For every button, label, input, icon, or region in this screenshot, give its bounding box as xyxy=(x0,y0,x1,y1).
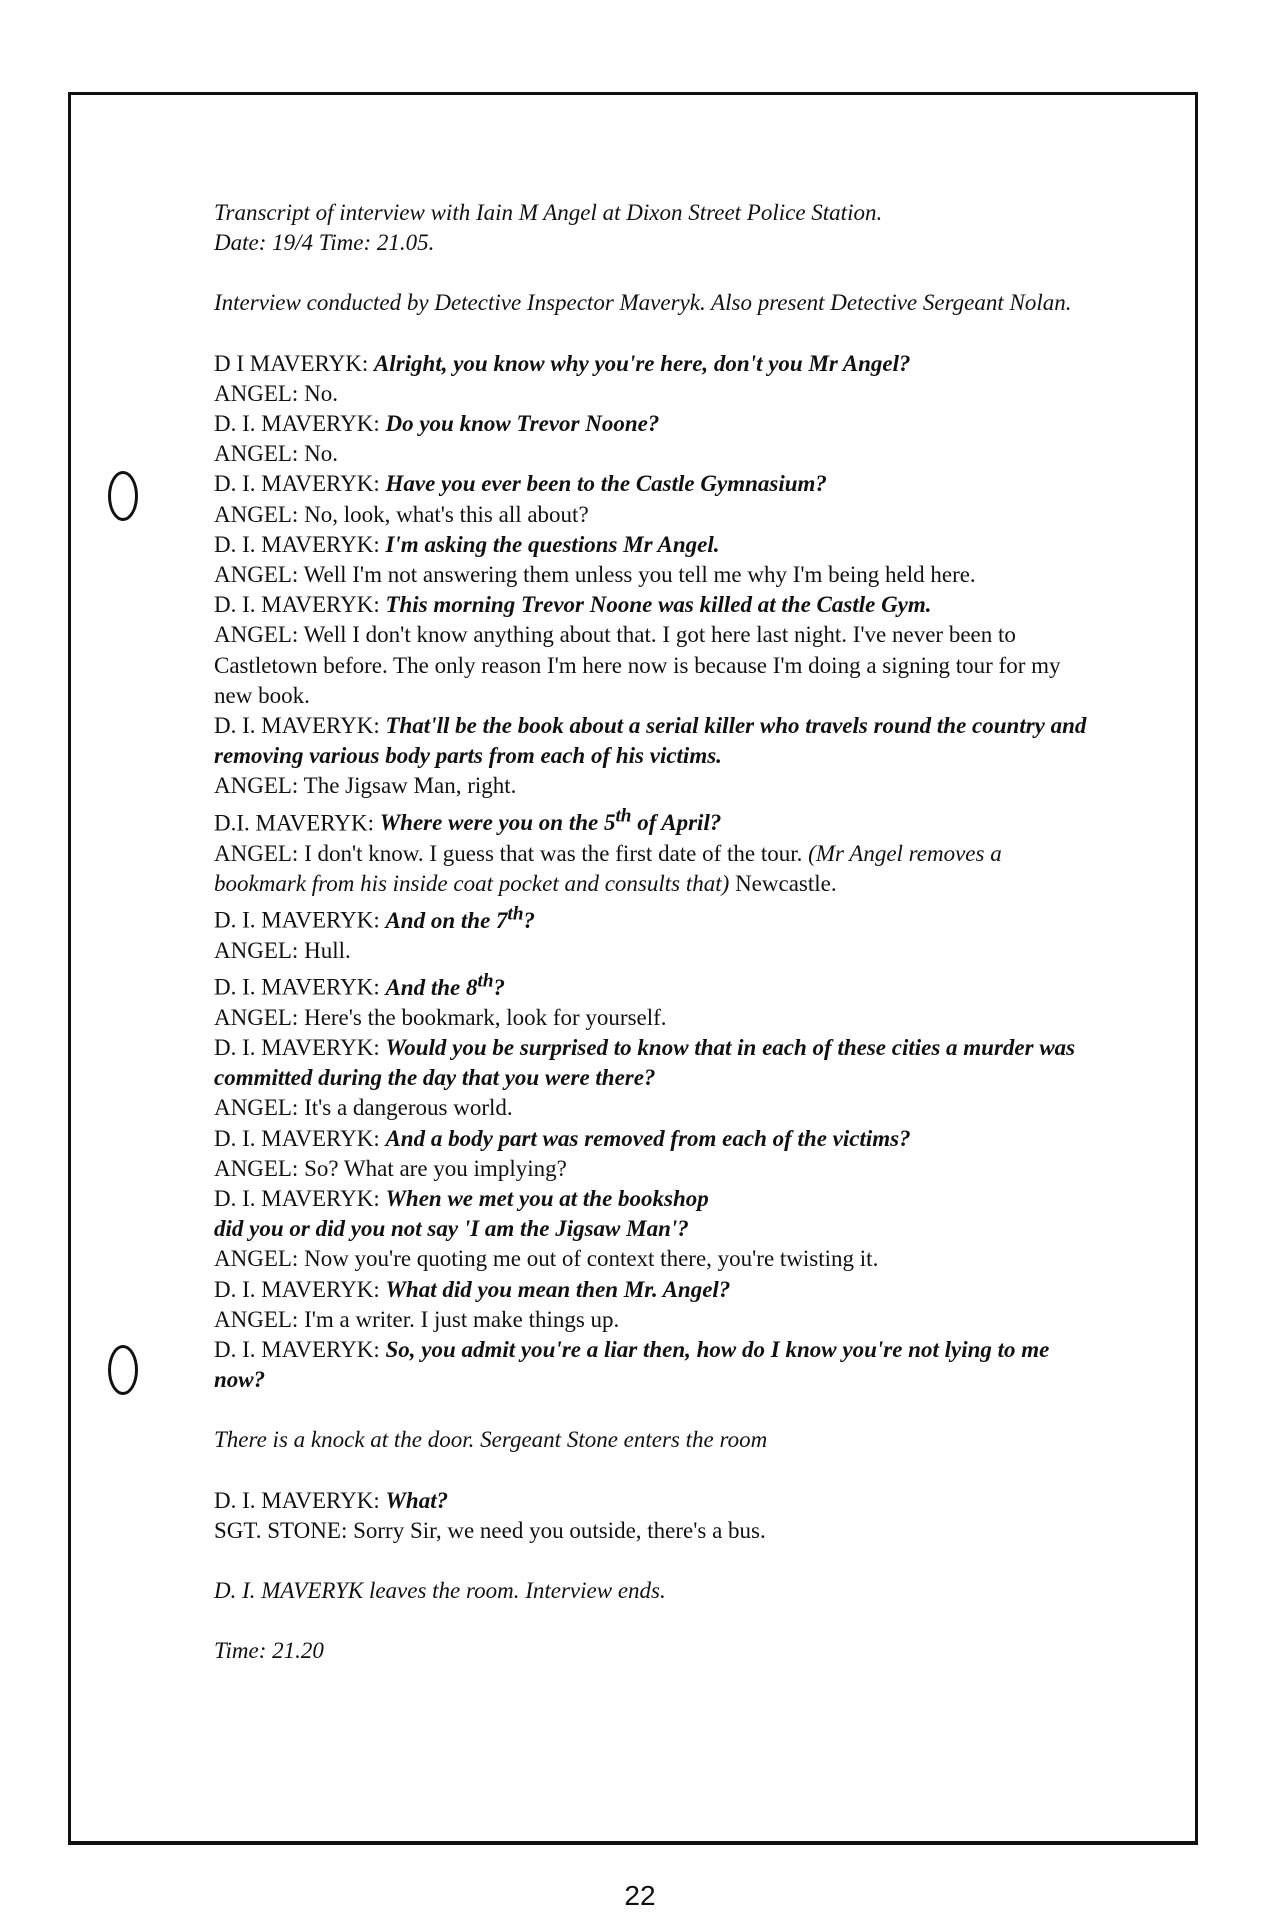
line-text xyxy=(385,969,505,1000)
dialogue-line xyxy=(214,1124,1094,1154)
line-text: Would you be surprised to know that in each of these cities a murder was committed during the day that you were there? xyxy=(214,1035,1076,1091)
line-text: Sorry Sir, we need you outside, there's a bus. xyxy=(353,1517,766,1543)
speaker: ANGEL: xyxy=(214,1246,299,1272)
speaker: D I MAVERYK: xyxy=(214,350,369,376)
speaker: D. I. MAVERYK: xyxy=(214,1276,380,1302)
line-text: Have you ever been to the Castle Gymnasium? xyxy=(385,471,827,497)
line-text-continued: did you or did you not say 'I am the Jigsaw Man'? xyxy=(214,1216,689,1242)
line-text: Alright, you know why you're here, don't you Mr Angel? xyxy=(373,350,911,376)
dialogue-line xyxy=(214,379,1094,409)
dialogue-line xyxy=(214,1093,1094,1123)
dialogue-line xyxy=(214,1244,1094,1274)
dialogue-line xyxy=(214,1335,1094,1395)
dialogue-line xyxy=(214,1516,1094,1546)
dialogue-line xyxy=(214,469,1094,499)
dialogue-line xyxy=(214,711,1094,771)
dialogue-line xyxy=(214,349,1094,379)
line-text xyxy=(385,902,536,933)
speaker: D. I. MAVERYK: xyxy=(214,1186,380,1212)
speaker: SGT. STONE: xyxy=(214,1517,348,1543)
line-text: Do you know Trevor Noone? xyxy=(385,411,660,437)
speaker: D. I. MAVERYK: xyxy=(214,471,380,497)
line-text: What did you mean then Mr. Angel? xyxy=(385,1276,731,1302)
transcript-title: Transcript of interview with Iain M Angel at Dixon Street Police Station. xyxy=(214,200,883,225)
dialogue-line xyxy=(214,1003,1094,1033)
line-text: Well I'm not answering them unless you tell me why I'm being held here. xyxy=(303,562,976,588)
line-text: I don't know. I guess that was the first date of the tour. xyxy=(304,840,803,866)
speaker: ANGEL: xyxy=(214,840,299,866)
speaker: D. I. MAVERYK: xyxy=(214,411,380,437)
dialogue-line xyxy=(214,1275,1094,1305)
speaker: ANGEL: xyxy=(214,1004,299,1030)
interview-conductor: Interview conducted by Detective Inspector Maveryk. Also present Detective Sergeant Nolan. xyxy=(214,290,1072,316)
dialogue-line xyxy=(214,966,1094,1003)
line-text-end: Newcastle. xyxy=(729,870,837,896)
speaker: ANGEL: xyxy=(214,501,299,527)
line-text: The Jigsaw Man, right. xyxy=(303,773,517,799)
transcript-datetime: Date: 19/4 Time: 21.05. xyxy=(214,230,435,256)
speaker: ANGEL: xyxy=(214,1306,299,1332)
dialogue-line xyxy=(214,771,1094,801)
line-text: Now you're quoting me out of context there, you're twisting it. xyxy=(304,1246,879,1272)
punch-hole-top xyxy=(108,471,138,521)
page-number: 22 xyxy=(624,1880,656,1911)
dialogue-line xyxy=(214,590,1094,620)
line-text: I'm asking the questions Mr Angel. xyxy=(385,531,720,557)
speaker: ANGEL: xyxy=(214,1155,299,1181)
speaker: D. I. MAVERYK: xyxy=(214,1035,380,1061)
speaker: D. I. MAVERYK: xyxy=(214,1487,380,1513)
line-text: No. xyxy=(304,380,338,406)
speaker: D. I. MAVERYK: xyxy=(214,907,380,933)
dialogue-line xyxy=(214,560,1094,590)
speaker: ANGEL: xyxy=(214,1095,299,1121)
dialogue-line xyxy=(214,1184,1094,1214)
line-text xyxy=(379,805,722,836)
line-text: That'll be the book about a serial killer who travels round the country and removing various body parts from each of his victims. xyxy=(214,713,1087,769)
speaker: ANGEL: xyxy=(214,773,299,799)
dialogue-line xyxy=(214,1154,1094,1184)
end-time: Time: 21.20 xyxy=(214,1638,324,1664)
line-text-part: ? xyxy=(523,907,536,933)
speaker: ANGEL: xyxy=(214,622,299,648)
speaker: ANGEL: xyxy=(214,937,299,963)
speaker: D. I. MAVERYK: xyxy=(214,592,380,618)
transcript xyxy=(214,198,1094,1667)
stage-direction-leave: D. I. MAVERYK leaves the room. Interview ends. xyxy=(214,1578,666,1604)
speaker: D. I. MAVERYK: xyxy=(214,974,380,1000)
dialogue-line xyxy=(214,899,1094,936)
speaker: D. I. MAVERYK: xyxy=(214,713,380,739)
speaker: D. I. MAVERYK: xyxy=(214,1337,380,1363)
line-text: No, look, what's this all about? xyxy=(304,501,589,527)
line-text: I'm a writer. I just make things up. xyxy=(304,1306,620,1332)
dialogue-line xyxy=(214,1305,1094,1335)
line-text: Hull. xyxy=(304,937,351,963)
dialogue-line xyxy=(214,839,1094,899)
punch-hole-bottom xyxy=(108,1345,138,1395)
line-text-part: of April? xyxy=(631,810,722,836)
dialogue-line xyxy=(214,1486,1094,1516)
line-text-part: And the 8 xyxy=(385,974,478,1000)
speaker: ANGEL: xyxy=(214,380,299,406)
line-text: Here's the bookmark, look for yourself. xyxy=(304,1004,667,1030)
stage-direction-knock: There is a knock at the door. Sergeant Stone enters the room xyxy=(214,1427,768,1453)
dialogue-line xyxy=(214,1033,1094,1093)
line-text: This morning Trevor Noone was killed at the Castle Gym. xyxy=(385,592,932,618)
dialogue-line xyxy=(214,439,1094,469)
line-text: And a body part was removed from each of the victims? xyxy=(385,1125,911,1151)
ordinal-suffix: th xyxy=(507,902,524,924)
line-text: When we met you at the bookshop xyxy=(385,1186,709,1212)
line-text: Well I don't know anything about that. I got here last night. I've never been to Castletown before. The only reason I'm here now is because I'm doing a signing tour for my new book. xyxy=(214,622,1061,708)
dialogue-line xyxy=(214,802,1094,839)
dialogue-line xyxy=(214,620,1094,711)
ordinal-suffix: th xyxy=(615,805,632,827)
line-text-part: ? xyxy=(493,974,505,1000)
speaker: ANGEL: xyxy=(214,441,299,467)
line-text: So, you admit you're a liar then, how do I know you're not lying to me now? xyxy=(214,1337,1050,1393)
line-text: So? What are you implying? xyxy=(304,1155,567,1181)
dialogue-line xyxy=(214,409,1094,439)
dialogue-line xyxy=(214,530,1094,560)
line-text-part: Where were you on the 5 xyxy=(379,810,616,836)
line-text-part: And on the 7 xyxy=(385,907,508,933)
dialogue-line xyxy=(214,936,1094,966)
speaker: D.I. MAVERYK: xyxy=(214,810,374,836)
ordinal-suffix: th xyxy=(477,969,494,991)
line-text: It's a dangerous world. xyxy=(304,1095,513,1121)
line-text: What? xyxy=(385,1487,449,1513)
speaker: D. I. MAVERYK: xyxy=(214,531,380,557)
dialogue-line xyxy=(214,500,1094,530)
line-text: No. xyxy=(304,441,338,467)
stage-direction: (Mr Angel removes a bookmark from his inside coat pocket and consults that) xyxy=(214,840,1002,896)
speaker: D. I. MAVERYK: xyxy=(214,1125,380,1151)
speaker: ANGEL: xyxy=(214,562,299,588)
